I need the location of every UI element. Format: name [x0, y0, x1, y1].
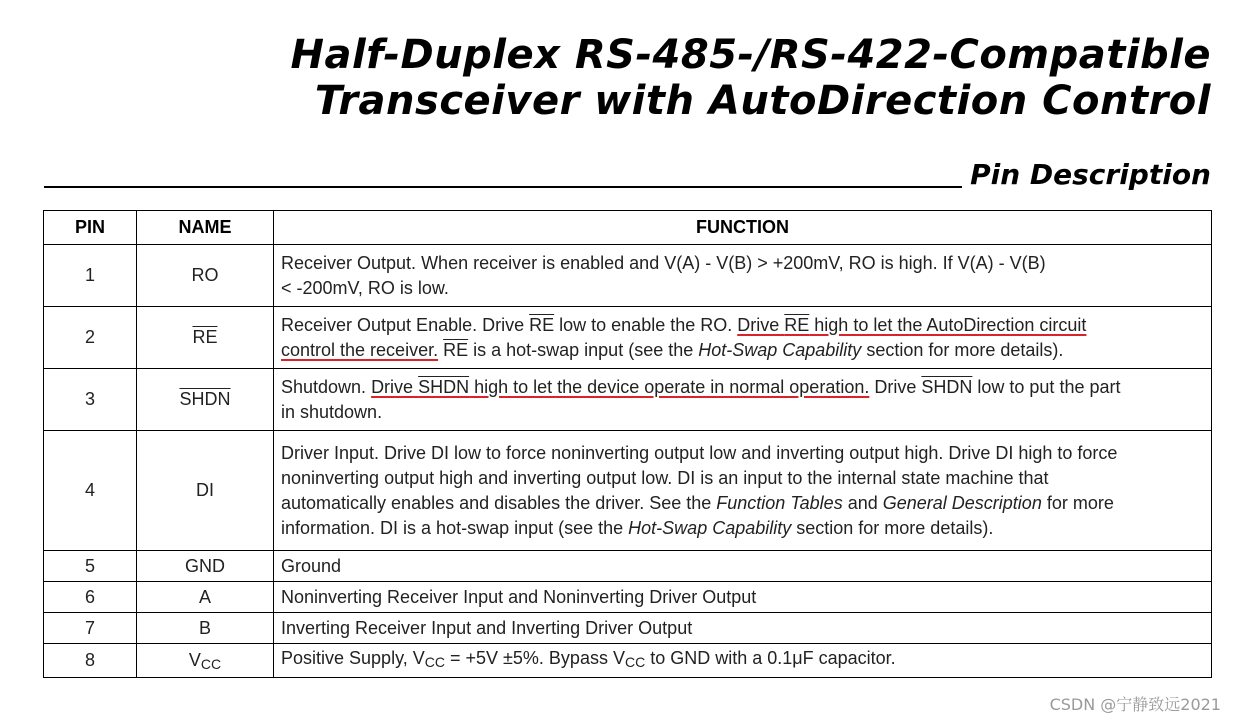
header-name: NAME: [137, 211, 274, 245]
pin-name: $V_{CC}$: [137, 644, 274, 678]
title-line-2: Transceiver with AutoDirection Control: [314, 78, 1211, 124]
annotation-underline: Drive SHDN high to let the device operate in normal operation.: [371, 376, 870, 397]
table-row: [44, 369, 1212, 431]
table-row: [44, 644, 1212, 678]
pin-number: 3: [44, 369, 137, 431]
pin-name: $\overline{RE}$: [137, 307, 274, 369]
pin-function: Shutdown. Drive SHDN high to let the device operate in normal operation. Drive SHDN low to put the part in shutdown.: [274, 369, 1212, 431]
title-line-1: Half-Duplex RS-485-/RS-422-Compatible: [290, 32, 1211, 78]
pin-function: Inverting Receiver Input and Inverting Driver Output: [274, 613, 1212, 644]
pin-number: 8: [44, 644, 137, 678]
pin-name: DI: [137, 431, 274, 551]
pin-number: 4: [44, 431, 137, 551]
header-pin: PIN: [44, 211, 137, 245]
table-row: [44, 582, 1212, 613]
pin-name: GND: [137, 551, 274, 582]
table-row: [44, 551, 1212, 582]
document-title: [290, 32, 1211, 124]
watermark: CSDN @宁静致远2021: [1049, 695, 1221, 714]
table-row: [44, 307, 1212, 369]
pin-function: Receiver Output. When receiver is enabled and V(A) - V(B) > +200mV, RO is high. If V(A) - V(B) < -200mV, RO is low.: [274, 245, 1212, 307]
annotation-underline: control the receiver.: [281, 339, 439, 360]
pin-number: 7: [44, 613, 137, 644]
pin-name: SHDN: [137, 369, 274, 431]
pin-function: Driver Input. Drive DI low to force noninverting output low and inverting output high. Drive DI high to force noninverting output high and inverting output low. DI is an input to the internal state machine that automatically enables and disables the driver. See the Function Tables and General Description for more information. DI is a hot-swap input (see the Hot-Swap Capability section for more details).: [274, 431, 1212, 551]
table-row: [44, 431, 1212, 551]
pin-function: Positive Supply, $V_{CC} = +5V \pm 5\%$. Bypass $V_{CC}$ to GND with a 0.1μF capacitor.: [274, 644, 1212, 678]
table-row: [44, 245, 1212, 307]
pin-name: B: [137, 613, 274, 644]
section-title: Pin Description: [970, 158, 1211, 191]
pin-function: Ground: [274, 551, 1212, 582]
pin-number: 5: [44, 551, 137, 582]
section-rule: [44, 186, 962, 188]
table-row: [44, 613, 1212, 644]
pin-description-table: [43, 210, 1212, 678]
pin-number: 2: [44, 307, 137, 369]
pin-function: Receiver Output Enable. Drive $\overline{RE}$ low to enable the RO. Drive RE high to let the AutoDirection circuit control the receiver. $\overline{RE}$ is a hot-swap input (see the Hot-Swap Capability section for more details).: [274, 307, 1212, 369]
pin-name: A: [137, 582, 274, 613]
pin-number: 1: [44, 245, 137, 307]
table-header-row: [44, 211, 1212, 245]
annotation-underline: Drive RE high to let the AutoDirection circuit: [737, 314, 1087, 335]
pin-name: RO: [137, 245, 274, 307]
pin-function: Noninverting Receiver Input and Noninverting Driver Output: [274, 582, 1212, 613]
header-function: FUNCTION: [274, 211, 1212, 245]
pin-number: 6: [44, 582, 137, 613]
